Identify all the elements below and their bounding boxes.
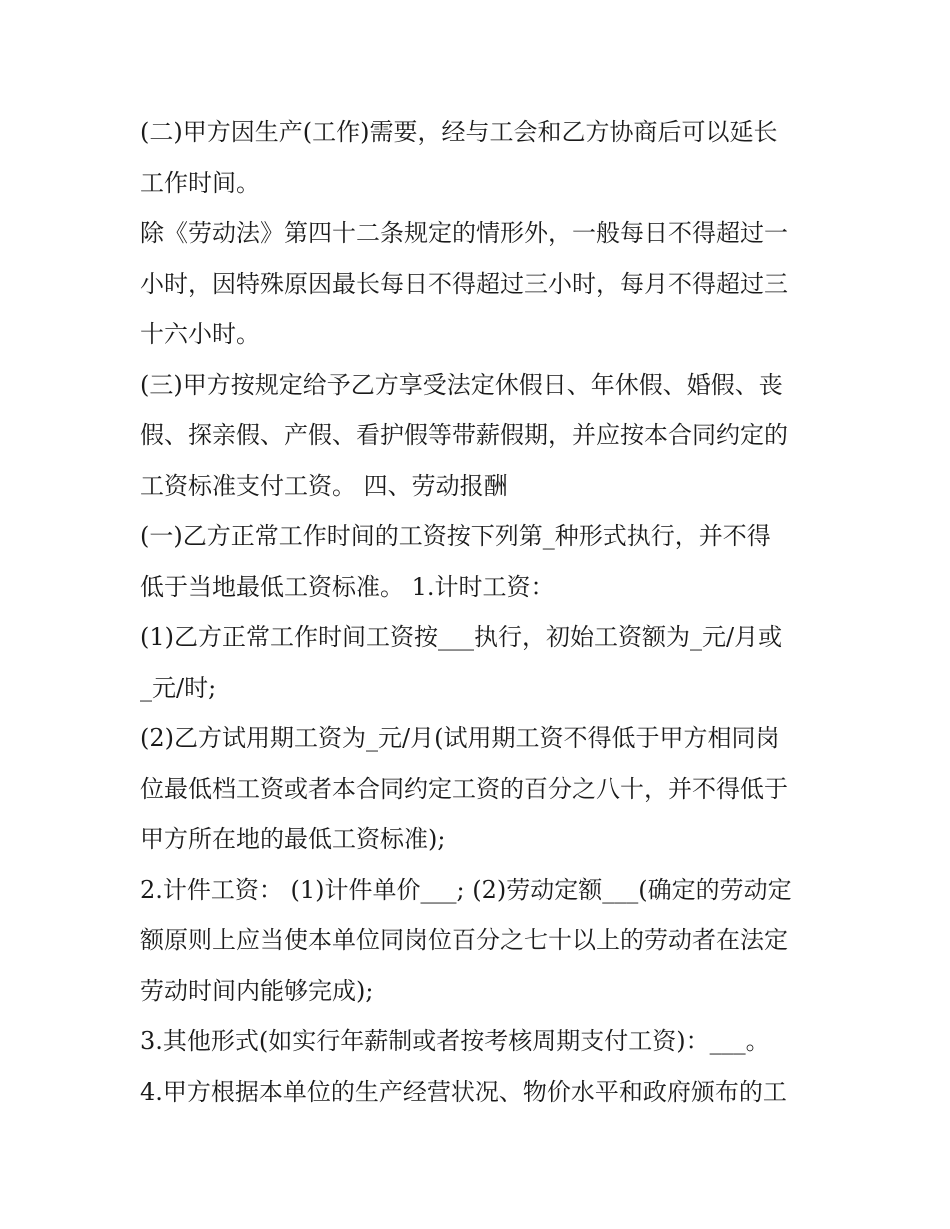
- text-line: (二)甲方因生产(工作)需要，经与工会和乙方协商后可以延长: [140, 118, 778, 146]
- text-line: 除《劳动法》第四十二条规定的情形外，一般每日不得超过一: [140, 219, 788, 247]
- text-line: (2)乙方试用期工资为_元/月(试用期工资不得低于甲方相同岗: [140, 724, 780, 752]
- text-line: 2.计件工资： (1)计件单价___; (2)劳动定额___(确定的劳动定: [140, 875, 792, 904]
- text-line: _元/时;: [140, 673, 217, 702]
- text-line: 十六小时。: [140, 320, 260, 348]
- text-line: 低于当地最低工资标准。 1.计时工资：: [140, 572, 555, 601]
- text-line: 额原则上应当使本单位同岗位百分之七十以上的劳动者在法定: [140, 926, 788, 954]
- text-line: (三)甲方按规定给予乙方享受法定休假日、年休假、婚假、丧: [140, 370, 783, 399]
- text-line: (1)乙方正常工作时间工资按___执行，初始工资额为_元/月或: [140, 623, 783, 651]
- text-line: 工资标准支付工资。 四、劳动报酬: [140, 471, 508, 500]
- text-line: 4.甲方根据本单位的生产经营状况、物价水平和政府颁布的工: [140, 1077, 787, 1106]
- text-line: 甲方所在地的最低工资标准);: [140, 825, 446, 853]
- text-line: 小时，因特殊原因最长每日不得超过三小时，每月不得超过三: [140, 269, 788, 298]
- text-line: 3.其他形式(如实行年薪制或者按考核周期支付工资)：___。: [140, 1027, 770, 1055]
- text-line: 劳动时间内能够完成);: [140, 976, 374, 1005]
- text-line: (一)乙方正常工作时间的工资按下列第_种形式执行，并不得: [140, 522, 771, 550]
- text-line: 假、探亲假、产假、看护假等带薪假期，并应按本合同约定的: [140, 421, 788, 449]
- contract-body-text: [140, 107, 820, 1117]
- text-line: 工作时间。: [140, 168, 260, 197]
- text-line: 位最低档工资或者本合同约定工资的百分之八十，并不得低于: [140, 774, 788, 803]
